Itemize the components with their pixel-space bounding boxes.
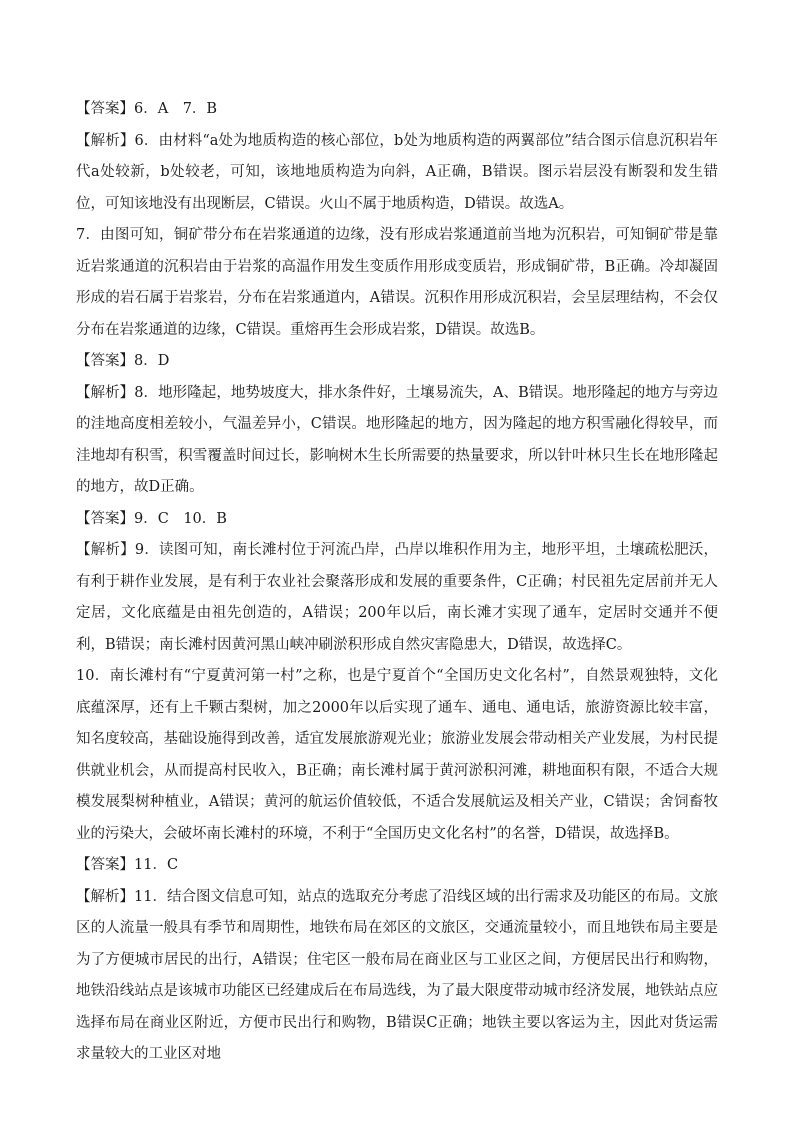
analysis-block-6 xyxy=(76,126,718,221)
analysis-block-10 xyxy=(76,661,718,850)
answer-label: 【答案】 xyxy=(76,857,134,873)
analysis-text: 7．由图可知，铜矿带分布在岩浆通道的边缘，没有形成岩浆通道前当地为沉积岩，可知铜矿带是靠近岩浆通道的沉积岩由于岩浆的高温作用发生变质作用形成变质岩，形成铜矿带，B正确。冷却凝固形成的岩石属于岩浆岩，分布在岩浆通道内，A错误。沉积作用形成沉积岩，会呈层理结构，不会仅分布在岩浆通道的边缘，C错误。重熔再生会形成岩浆，D错误。故选B。 xyxy=(76,227,718,338)
answer-block-11 xyxy=(76,850,718,882)
analysis-block-9 xyxy=(76,535,718,661)
analysis-label: 【解析】 xyxy=(76,542,135,558)
answer-block-9-10 xyxy=(76,504,718,536)
answer-text: 11．C xyxy=(134,857,179,873)
analysis-block-8 xyxy=(76,378,718,504)
answer-text: 6．A 7．B xyxy=(134,101,218,117)
answer-label: 【答案】 xyxy=(76,101,134,117)
answer-label: 【答案】 xyxy=(76,353,134,369)
analysis-text: 11．结合图文信息可知，站点的选取充分考虑了沿线区域的出行需求及功能区的布局。文旅区的人流量一般具有季节和周期性，地铁布局在郊区的文旅区，交通流量较小，而且地铁布局主要是为了方便城市居民的出行，A错误；住宅区一般布局在商业区与工业区之间，方便居民出行和购物，地铁沿线站点是该城市功能区已经建成后在布局选线，为了最大限度带动城市经济发展，地铁站点应选择布局在商业区附近，方便市民出行和购物，B错误C正确；地铁主要以客运为主，因此对货运需求量较大的工业区对地 xyxy=(76,888,719,1062)
analysis-text: 10．南长滩村有“宁夏黄河第一村”之称，也是宁夏首个“全国历史文化名村”，自然景观独特，文化底蕴深厚，还有上千颗古梨树，加之2000年以后实现了通车、通电、通电话，旅游资源比较丰富，知名度较高，基础设施得到改善，适宜发展旅游观光业；旅游业发展会带动相关产业发展，为村民提供就业机会，从而提高村民收入，B正确；南长滩村属于黄河淤积河滩，耕地面积有限，不适合大规模发展梨树种植业，A错误；黄河的航运价值较低，不适合发展航运及相关产业，C错误；舍饲畜牧业的污染大，会破坏南长滩村的环境，不利于“全国历史文化名村”的名誉，D错误，故选择B。 xyxy=(76,668,718,842)
answer-block-6-7 xyxy=(76,94,718,126)
analysis-text: 9．读图可知，南长滩村位于河流凸岸，凸岸以堆积作用为主，地形平坦，土壤疏松肥沃，有利于耕作业发展，是有利于农业社会聚落形成和发展的重要条件，C正确；村民祖先定居前并无人定居，文化底蕴是由祖先创造的，A错误；200年以后，南长滩才实现了通车，定居时交通并不便利，B错误；南长滩村因黄河黑山峡冲刷淤积形成自然灾害隐患大，D错误，故选择C。 xyxy=(76,542,719,653)
answer-label: 【答案】 xyxy=(76,510,134,527)
analysis-block-7 xyxy=(76,220,718,346)
analysis-label: 【解析】 xyxy=(76,888,135,905)
analysis-text: 6．由材料“a处为地质构造的核心部位，b处为地质构造的两翼部位”结合图示信息沉积岩年代a处较新，b处较老，可知，该地地质构造为向斜，A正确，B错误。图示岩层没有断裂和发生错位，可知该地没有出现断层，C错误。火山不属于地质构造，D错误。故选A。 xyxy=(76,132,719,212)
analysis-text: 8．地形隆起，地势坡度大，排水条件好，土壤易流失，A、B错误。地形隆起的地方与旁边的洼地高度相差较小，气温差异小，C错误。地形隆起的地方，因为隆起的地方积雪融化得较早，而洼地却有积雪，积雪覆盖时间过长，影响树木生长所需要的热量要求，所以针叶林只生长在地形隆起的地方，故D正确。 xyxy=(76,384,718,495)
analysis-block-11 xyxy=(76,882,718,1071)
answer-block-8 xyxy=(76,346,718,378)
answer-text: 8．D xyxy=(134,353,170,369)
analysis-label: 【解析】 xyxy=(76,384,135,401)
answer-text: 9．C 10．B xyxy=(134,510,227,527)
answer-document xyxy=(76,94,718,1071)
analysis-label: 【解析】 xyxy=(76,132,135,149)
